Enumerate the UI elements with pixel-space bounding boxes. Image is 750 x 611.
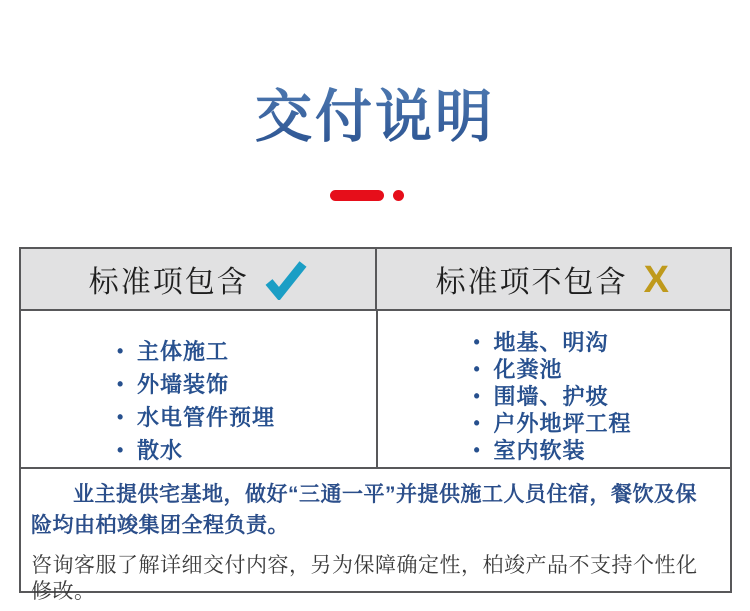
included-list (117, 335, 376, 467)
page-title: 交付说明 (255, 85, 495, 149)
divider-bar (330, 190, 384, 201)
excluded-list (474, 329, 731, 464)
excluded-cell (376, 311, 731, 467)
list-item: • 外墙装饰 (117, 368, 376, 401)
header-included (21, 249, 375, 309)
table-footer-row (21, 467, 730, 611)
delivery-spec-table (19, 247, 732, 603)
title-divider (0, 190, 742, 201)
divider-dot (393, 190, 404, 201)
list-item: • 水电管件预埋 (117, 401, 376, 434)
list-item: • 地基、明沟 (474, 329, 731, 356)
header-excluded-label: 标准项不包含 (435, 266, 628, 299)
x-mark-icon: X (643, 259, 671, 301)
list-item: • 户外地坪工程 (474, 410, 731, 437)
list-item: • 室内软装 (474, 437, 731, 464)
header-included-label: 标准项包含 (88, 266, 249, 299)
table-body-row (21, 311, 730, 467)
list-item: • 散水 (117, 434, 376, 467)
included-cell (21, 311, 376, 467)
check-icon (265, 260, 307, 300)
owner-obligation-note: 业主提供宅基地，做好“三通一平”并提供施工人员住宿，餐饮及保险均由柏竣集团全程负责。 (31, 483, 697, 537)
table-header-row (21, 249, 730, 311)
list-item: • 主体施工 (117, 335, 376, 368)
list-item: • 围墙、护坡 (474, 383, 731, 410)
list-item: • 化粪池 (474, 356, 731, 383)
customer-service-note: 咨询客服了解详细交付内容，另为保障确定性，柏竣产品不支持个性化修改。 (31, 554, 698, 603)
title-section (0, 86, 750, 149)
header-excluded (375, 249, 731, 309)
